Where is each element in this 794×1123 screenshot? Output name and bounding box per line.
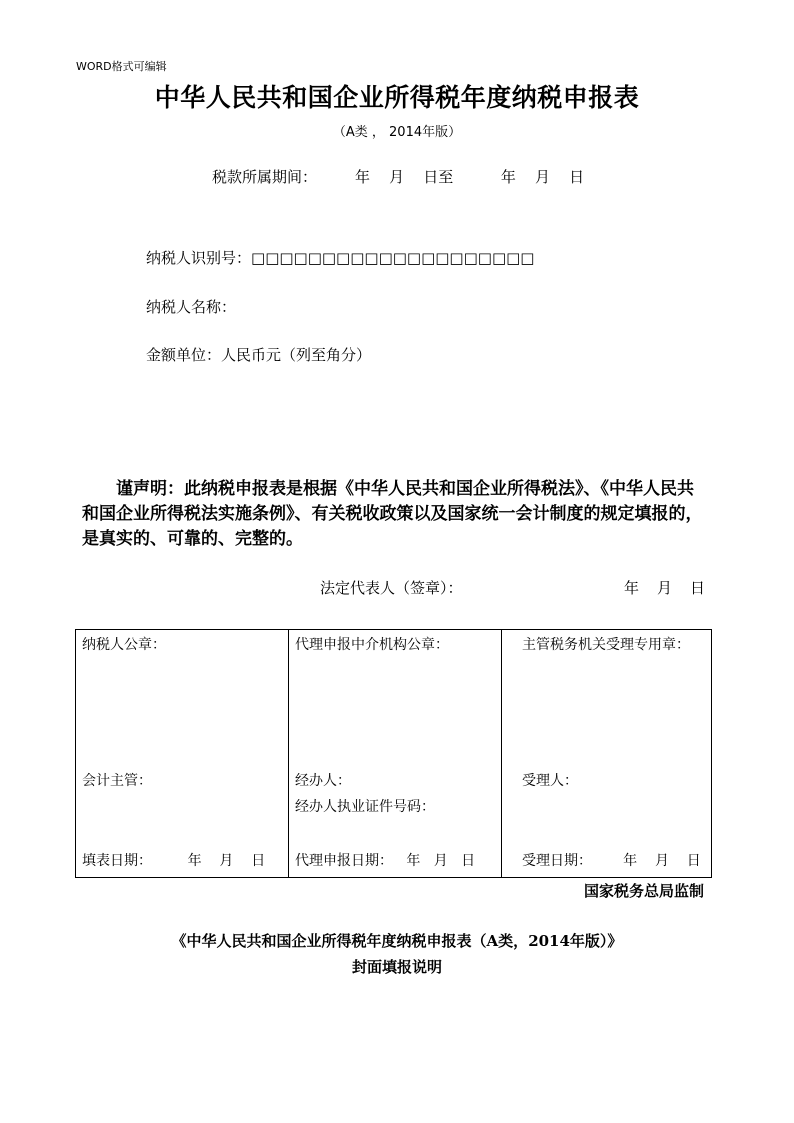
page-subtitle: （A类 ， 2014年版） [332, 125, 462, 140]
signature-month: 月 [657, 579, 673, 597]
tax-period [212, 166, 584, 187]
period-year-2: 年 [500, 168, 516, 186]
seal-table [75, 629, 712, 878]
taxpayer-name-label: 纳税人名称： [146, 298, 237, 316]
agency-date-row [295, 850, 475, 870]
taxpayer-seal-cell[interactable] [76, 630, 289, 878]
page-title: 中华人民共和国企业所得税年度纳税申报表 [154, 83, 640, 112]
agency-date-year: 年 [406, 853, 421, 869]
instructions-subtitle: 封面填报说明 [351, 958, 442, 976]
taxpayer-id-boxes[interactable]: □□□□□□□□□□□□□□□□□□□□ [251, 249, 535, 267]
format-tag: WORD格式可编辑 [76, 60, 167, 73]
receipt-date-row [522, 850, 701, 870]
taxpayer-seal-label: 纳税人公章： [82, 637, 166, 653]
taxpayer-id-row [146, 247, 534, 268]
receipt-date-label: 受理日期： [522, 853, 592, 869]
period-month-1: 月 [389, 168, 405, 186]
receipt-date-day: 日 [686, 853, 701, 869]
supervision-note: 国家税务总局监制 [583, 882, 704, 900]
period-month-2: 月 [535, 168, 551, 186]
receipt-date-year: 年 [623, 853, 638, 869]
handler-label: 经办人： [295, 773, 351, 789]
fill-date-day: 日 [251, 853, 266, 869]
signature-year: 年 [624, 579, 640, 597]
signature-date [624, 577, 705, 598]
signature-day: 日 [690, 579, 706, 597]
period-day-2: 日 [569, 168, 585, 186]
period-day-to: 日至 [423, 168, 454, 186]
taxpayer-id-label: 纳税人识别号： [146, 249, 252, 267]
handler-license-label: 经办人执业证件号码： [295, 799, 435, 815]
fill-date-year: 年 [187, 853, 202, 869]
fill-date-label: 填表日期： [82, 853, 152, 869]
instructions-title: 《中华人民共和国企业所得税年度纳税申报表（A类，2014年版）》 [171, 932, 623, 950]
agency-seal-cell[interactable] [289, 630, 502, 878]
agency-date-month: 月 [433, 853, 448, 869]
legal-rep-signature-label: 法定代表人（签章）： [320, 579, 463, 597]
tax-period-label: 税款所属期间： [212, 168, 318, 186]
currency-unit-label: 金额单位：人民币元（列至角分） [146, 346, 372, 364]
fill-date-row [82, 850, 265, 870]
fill-date-month: 月 [219, 853, 234, 869]
tax-authority-seal-label: 主管税务机关受理专用章： [522, 637, 690, 653]
declaration-text: 谨声明：此纳税申报表是根据《中华人民共和国企业所得税法》、《中华人民共和国企业所得税法实施条例》、有关税收政策以及国家统一会计制度的规定填报的，是真实的、可靠的、完整的。 [82, 479, 703, 549]
agency-date-label: 代理申报日期： [295, 853, 393, 869]
agency-date-day: 日 [461, 853, 476, 869]
agency-seal-label: 代理申报中介机构公章： [295, 637, 449, 653]
accounting-supervisor-label: 会计主管： [82, 773, 152, 789]
tax-authority-seal-cell[interactable] [502, 630, 712, 878]
period-year-1: 年 [355, 168, 371, 186]
receiver-label: 受理人： [522, 773, 578, 789]
receipt-date-month: 月 [654, 853, 669, 869]
declaration [82, 477, 710, 552]
